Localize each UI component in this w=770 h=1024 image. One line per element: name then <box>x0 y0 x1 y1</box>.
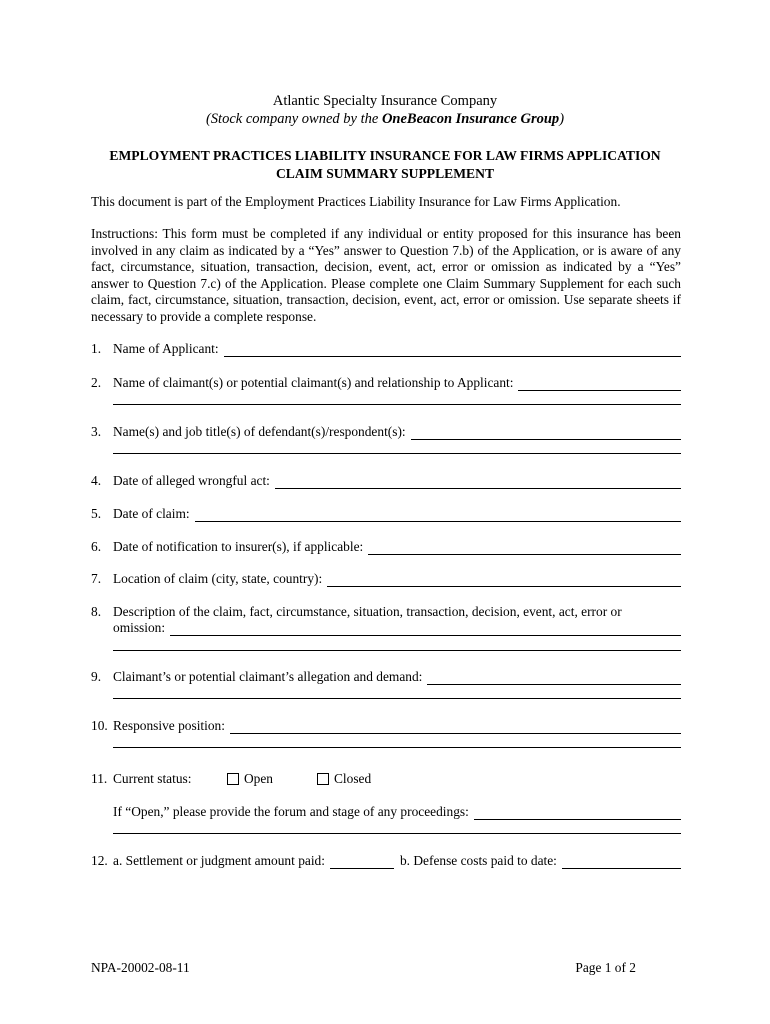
defendant-name-field-continued[interactable] <box>113 453 681 454</box>
document-title: EMPLOYMENT PRACTICES LIABILITY INSURANCE FOR LAW FIRMS APPLICATION CLAIM SUMMARY SUPPLEMENT <box>109 148 661 181</box>
claim-description-field[interactable] <box>170 623 681 636</box>
claimant-name-field[interactable] <box>518 378 681 391</box>
notification-date-field[interactable] <box>368 542 681 555</box>
claim-location-field[interactable] <box>327 574 681 587</box>
question-8-continued: omission: <box>113 619 681 636</box>
question-9: 9. Claimant’s or potential claimant’s allegation and demand: <box>91 668 681 685</box>
status-closed-option[interactable]: Closed <box>317 771 371 787</box>
responsive-position-field-continued[interactable] <box>113 747 681 748</box>
proceedings-field[interactable] <box>474 807 681 820</box>
question-10: 10. Responsive position: <box>91 717 681 734</box>
question-11-followup: If “Open,” please provide the forum and stage of any proceedings: <box>113 803 681 820</box>
defense-costs-field[interactable] <box>562 856 681 869</box>
status-open-checkbox[interactable] <box>227 773 239 785</box>
instructions-text: Instructions: This form must be completed if any individual or entity proposed for this insurance has been involved in any claim as indicated by a “Yes” answer to Question 7.b) of the Application, or is aware of any fact, circumstance, situation, transaction, decision, event, act, error or omission as indicated by a “Yes” answer to Question 7.c) of the Application. Please complete one Claim Summary Supplement for each such claim, fact, circumstance, situation, transaction, decision, event, act, error or omission. Use separate sheets if necessary to provide a complete response. <box>91 226 681 324</box>
question-12: 12. a. Settlement or judgment amount paid: b. Defense costs paid to date: <box>91 852 681 869</box>
allegation-demand-field[interactable] <box>427 672 681 685</box>
wrongful-act-date-field[interactable] <box>275 476 681 489</box>
group-name: OneBeacon Insurance Group <box>381 111 560 127</box>
form-number: NPA-20002-08-11 <box>91 960 190 975</box>
question-11: 11. Current status: Open Closed <box>91 771 372 786</box>
settlement-amount-field[interactable] <box>330 856 394 869</box>
status-open-option[interactable]: Open <box>227 771 317 787</box>
company-subtitle: (Stock company owned by the OneBeacon Insurance Group) <box>205 111 565 127</box>
status-closed-checkbox[interactable] <box>317 773 329 785</box>
claim-description-field-continued[interactable] <box>113 650 681 651</box>
question-6: 6. Date of notification to insurer(s), if applicable: <box>91 538 681 555</box>
allegation-demand-field-continued[interactable] <box>113 698 681 699</box>
responsive-position-field[interactable] <box>230 721 681 734</box>
question-1: 1. Name of Applicant: <box>91 340 681 357</box>
question-4: 4. Date of alleged wrongful act: <box>91 472 681 489</box>
proceedings-field-continued[interactable] <box>113 833 681 834</box>
page-number: Page 1 of 2 <box>575 960 636 975</box>
company-name: Atlantic Specialty Insurance Company <box>272 93 498 109</box>
claimant-name-field-continued[interactable] <box>113 404 681 405</box>
question-2: 2. Name of claimant(s) or potential claimant(s) and relationship to Applicant: <box>91 374 681 391</box>
defendant-name-field[interactable] <box>411 427 681 440</box>
applicant-name-field[interactable] <box>224 344 681 357</box>
question-7: 7. Location of claim (city, state, country): <box>91 570 681 587</box>
question-3: 3. Name(s) and job title(s) of defendant(s)/respondent(s): <box>91 423 681 440</box>
intro-text: This document is part of the Employment Practices Liability Insurance for Law Firms Application. <box>91 194 621 209</box>
claim-date-field[interactable] <box>195 509 681 522</box>
question-5: 5. Date of claim: <box>91 505 681 522</box>
question-8: 8. Description of the claim, fact, circumstance, situation, transaction, decision, event, act, error or <box>91 604 622 619</box>
